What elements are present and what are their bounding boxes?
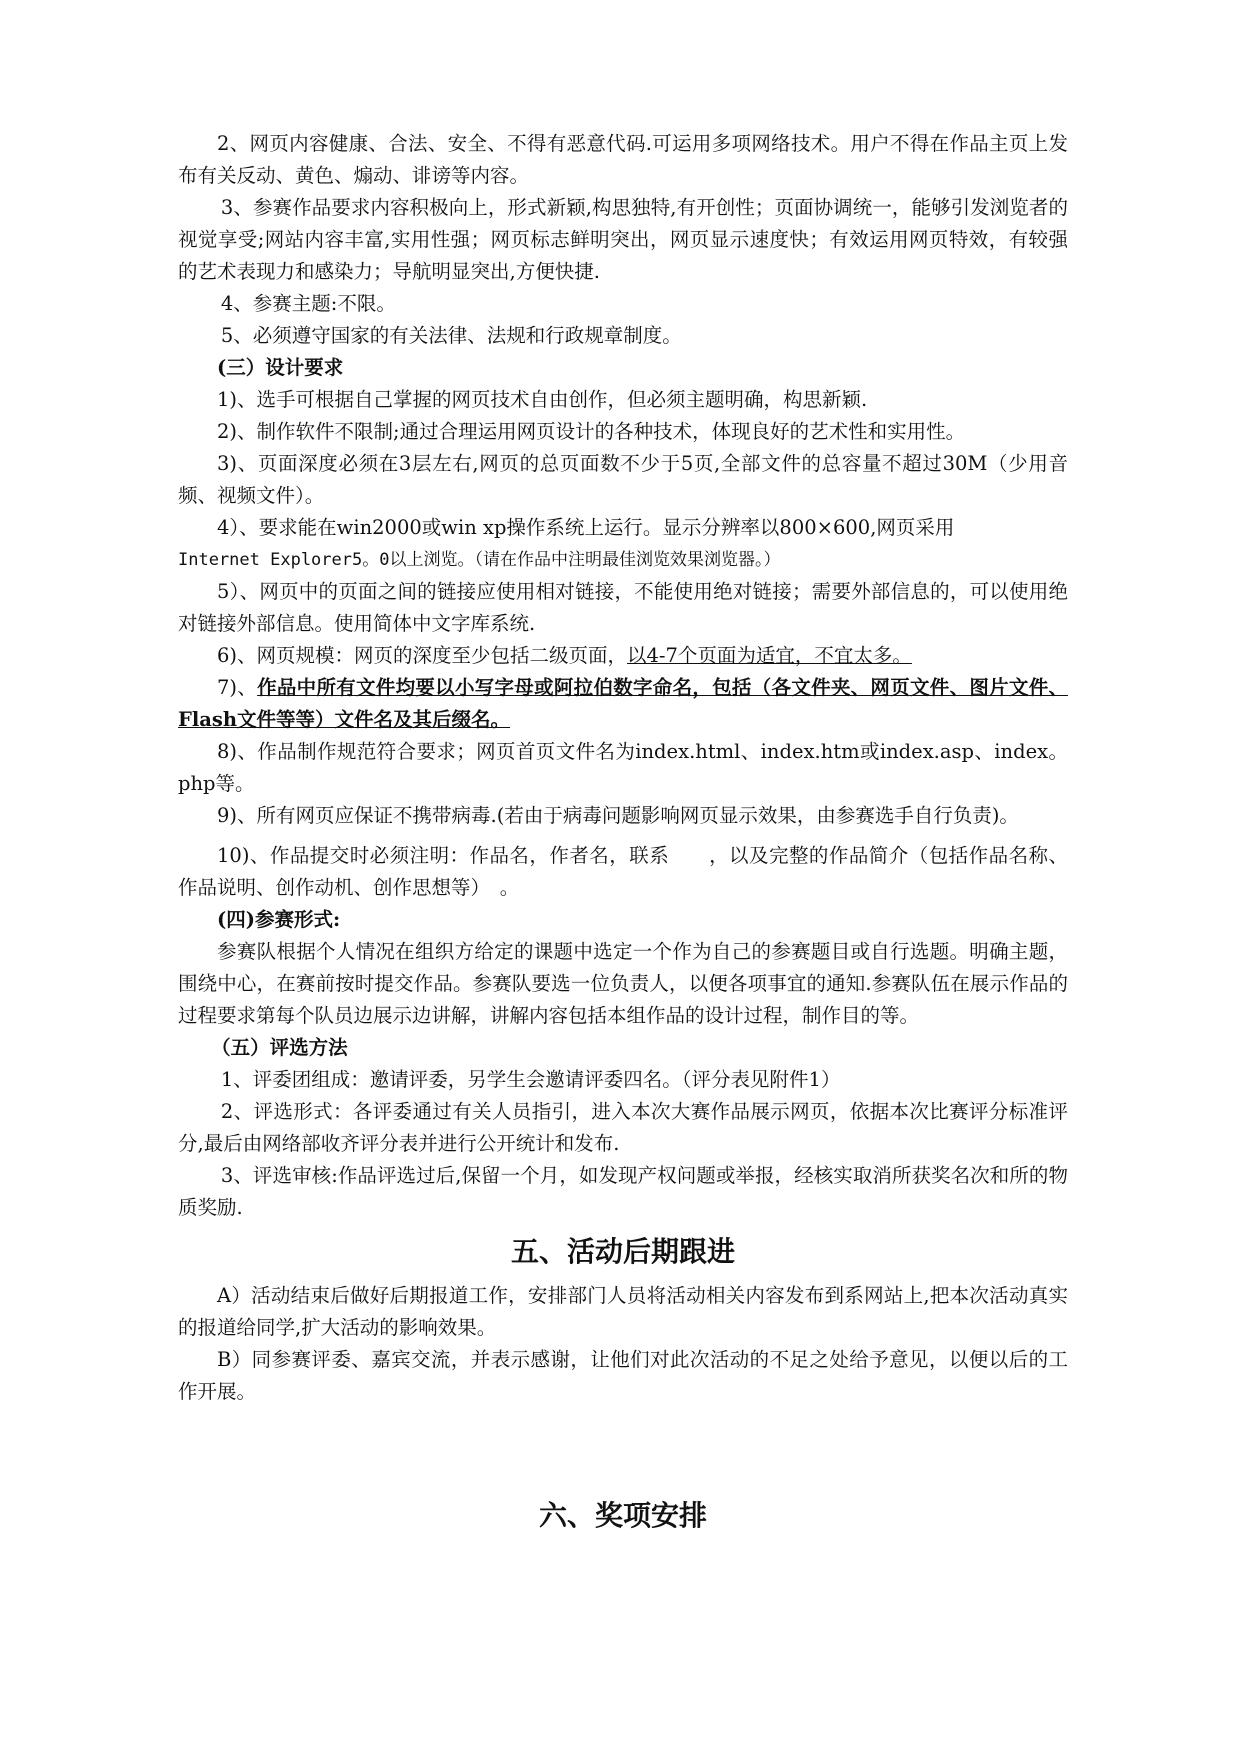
paragraph-work-requirements: 3、参赛作品要求内容积极向上，形式新颖,构思独特,有开创性；页面协调统一，能够引发浏览者的视觉享受;网站内容丰富,实用性强；网页标志鲜明突出，网页显示速度快；有效运用网页特效，有较强的艺术表现力和感染力；导航明显突出,方便快捷. (178, 196, 1068, 283)
document-body (178, 128, 1068, 1536)
followup-a: A）活动结束后做好后期报道工作，安排部门人员将活动相关内容发布到系网站上,把本次活动真实的报道给同学,扩大活动的影响效果。 (178, 1284, 1068, 1339)
heading-followup: 五、活动后期跟进 (510, 1235, 735, 1268)
judging-3: 3、评选审核:作品评选过后,保留一个月，如发现产权问题或举报，经核实取消所获奖名次和所的物质奖励. (178, 1164, 1068, 1219)
design-req-1: 1)、选手可根据自己掌握的网页技术自由创作，但必须主题明确，构思新颖. (217, 388, 868, 411)
heading-awards: 六、奖项安排 (538, 1499, 707, 1532)
design-req-3: 3)、页面深度必须在3层左右,网页的总页面数不少于5页,全部文件的总容量不超过30M（少用音频、视频文件）。 (178, 452, 1068, 507)
design-req-2: 2)、制作软件不限制;通过合理运用网页设计的各种技术，体现良好的艺术性和实用性。 (217, 420, 966, 443)
design-req-6-prefix: 6)、网页规模：网页的深度至少包括二级页面， (217, 644, 628, 667)
followup-b: B）同参赛评委、嘉宾交流，并表示感谢，让他们对此次活动的不足之处给予意见，以便以后的工作开展。 (178, 1348, 1068, 1403)
design-req-4a: 4）、要求能在win2000或win xp操作系统上运行。显示分辨率以800×600,网页采用 (217, 516, 955, 539)
design-req-7-prefix: 7)、 (217, 676, 258, 699)
design-req-6-underlined: 以4-7个页面为适宜，不宜太多。 (627, 644, 912, 667)
section-judging-method-title: （五）评选方法 (211, 1036, 348, 1059)
judging-1: 1、评委团组成：邀请评委，另学生会邀请评委四名。（评分表见附件1） (220, 1068, 841, 1091)
judging-2: 2、评选形式：各评委通过有关人员指引，进入本次大赛作品展示网页，依据本次比赛评分标准评分,最后由网络部收齐评分表并进行公开统计和发布. (178, 1100, 1068, 1155)
design-req-7-underlined: 作品中所有文件均要以小写字母或阿拉伯数字命名，包括（各文件夹、网页文件、图片文件、Flash文件等等）文件名及其后缀名。 (178, 676, 1068, 731)
paragraph-laws: 5、必须遵守国家的有关法律、法规和行政规章制度。 (220, 324, 682, 347)
design-req-7 (178, 672, 1068, 736)
section-entry-format-title: (四)参赛形式: (217, 908, 341, 931)
design-req-5: 5）、网页中的页面之间的链接应使用相对链接，不能使用绝对链接；需要外部信息的，可以使用绝对链接外部信息。使用简体中文字库系统. (178, 580, 1068, 635)
paragraph-content-rules: 2、网页内容健康、合法、安全、不得有恶意代码.可运用多项网络技术。用户不得在作品主页上发布有关反动、黄色、煽动、诽谤等内容。 (178, 132, 1068, 187)
design-req-4b: Internet Explorer5。0以上浏览。（请在作品中注明最佳浏览效果浏览器。） (178, 550, 781, 570)
section-design-requirements-title: (三）设计要求 (217, 356, 344, 379)
paragraph-theme: 4、参赛主题:不限。 (220, 292, 396, 315)
design-req-10: 10)、作品提交时必须注明：作品名，作者名，联系 ，以及完整的作品简介（包括作品名称、作品说明、创作动机、创作思想等） 。 (178, 844, 1068, 899)
design-req-9: 9)、所有网页应保证不携带病毒.(若由于病毒问题影响网页显示效果，由参赛选手自行负责)。 (217, 804, 1019, 827)
design-req-6 (178, 640, 1068, 672)
entry-format-body: 参赛队根据个人情况在组织方给定的课题中选定一个作为自己的参赛题目或自行选题。明确主题，围绕中心，在赛前按时提交作品。参赛队要选一位负责人，以便各项事宜的通知.参赛队伍在展示作品的过程要求第每个队员边展示边讲解，讲解内容包括本组作品的设计过程，制作目的等。 (178, 940, 1068, 1027)
design-req-8: 8)、作品制作规范符合要求；网页首页文件名为index.html、index.htm或index.asp、index。php等。 (178, 740, 1068, 795)
